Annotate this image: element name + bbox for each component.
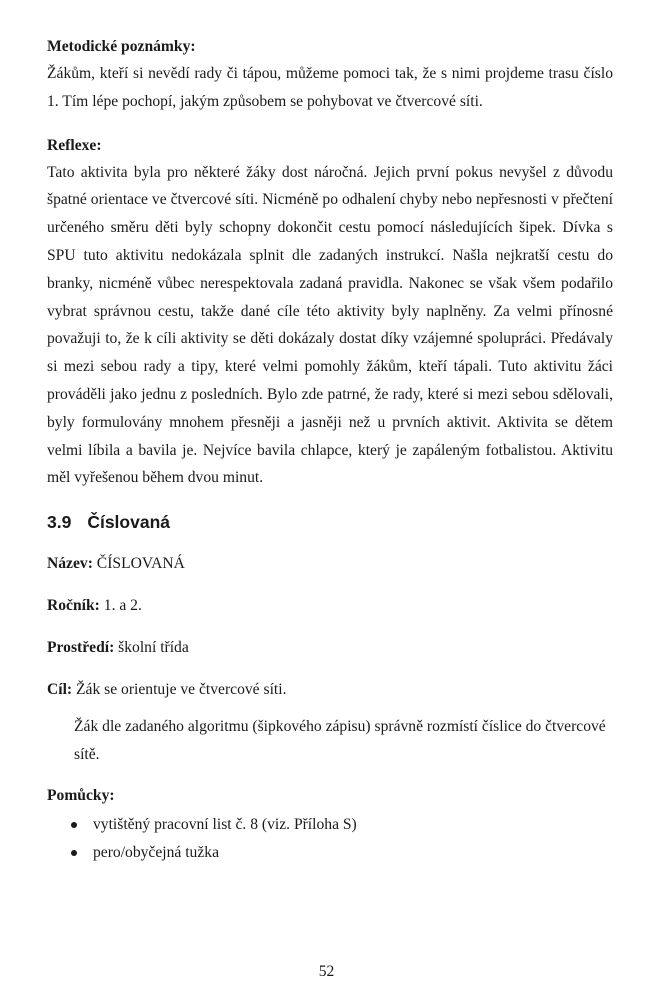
- reflection-heading: Reflexe:: [47, 136, 102, 154]
- environment-label: Prostředí:: [47, 639, 115, 657]
- bullet-icon: [71, 850, 77, 856]
- page-number: 52: [318, 963, 335, 980]
- name-field: [47, 551, 613, 577]
- name-value: ČÍSLOVANÁ: [96, 555, 185, 573]
- methodical-notes-heading: Metodické poznámky:: [47, 38, 196, 55]
- goal-detail: Žák dle zadaného algoritmu (šipkového zápisu) správně rozmístí číslice do čtvercové sítě.: [74, 718, 606, 763]
- grade-label: Ročník:: [47, 597, 100, 615]
- environment-field: [47, 635, 613, 661]
- section-number: 3.9: [47, 512, 72, 533]
- aids-list: [47, 811, 613, 867]
- aids-list-item: [47, 839, 613, 867]
- environment-value: školní třída: [118, 639, 189, 657]
- bullet-icon: [71, 822, 77, 828]
- section-title: Číslovaná: [87, 512, 171, 533]
- methodical-notes-section: [47, 34, 613, 116]
- name-label: Název:: [47, 555, 93, 573]
- document-page: [47, 34, 613, 867]
- aids-item-text: pero/obyčejná tužka: [93, 843, 219, 861]
- goal-value: Žák se orientuje ve čtvercové síti.: [76, 681, 287, 699]
- section-heading: [47, 509, 613, 535]
- reflection-text: Tato aktivita byla pro některé žáky dost náročná. Jejich první pokus nevyšel z důvodu špatné orientace ve čtvercové síti. Nicméně po odhalení chyby nebo nepřesnosti v přečtení určeného směru děti byly schopny dokončit cestu pomocí následujících šipek. Dívka s SPU tuto aktivitu nedokázala splnit dle zadaných instrukcí. Našla nejkratší cestu do branky, nicméně vůbec nerespektovala zadaná pravidla. Nakonec se však všem podařilo vybrat správnou cestu, takže dané cíle této aktivity byly naplněny. Za velmi přínosné považuji to, že k cíli aktivity se děti dokázaly dostat díky vzájemné spolupráci. Předávaly si mezi sebou rady a tipy, které velmi pomohly žákům, kteří tápali. Tuto aktivitu žáci prováděli jako jednu z posledních. Bylo zde patrné, že rady, které si mezi sebou sdělovali, byly formulovány mnohem přesněji a jasněji než u prvních aktivit. Aktivita se dětem velmi líbila a bavila je. Nejvíce bavila chlapce, který je zapáleným fotbalistou. Aktivitu měl vyřešenou během dvou minut.: [47, 163, 613, 487]
- grade-value: 1. a 2.: [103, 597, 142, 615]
- aids-list-item: [47, 811, 613, 839]
- aids-heading: Pomůcky:: [47, 786, 115, 804]
- aids-item-text: vytištěný pracovní list č. 8 (viz. Příloha S): [93, 815, 357, 833]
- goal-field: [47, 677, 613, 703]
- methodical-notes-text: Žákům, kteří si nevědí rady či tápou, můžeme pomoci tak, že s nimi projdeme trasu číslo 1. Tím lépe pochopí, jakým způsobem se pohybovat ve čtvercové síti.: [47, 65, 613, 110]
- reflection-section: [47, 133, 613, 493]
- grade-field: [47, 593, 613, 619]
- goal-label: Cíl:: [47, 681, 73, 699]
